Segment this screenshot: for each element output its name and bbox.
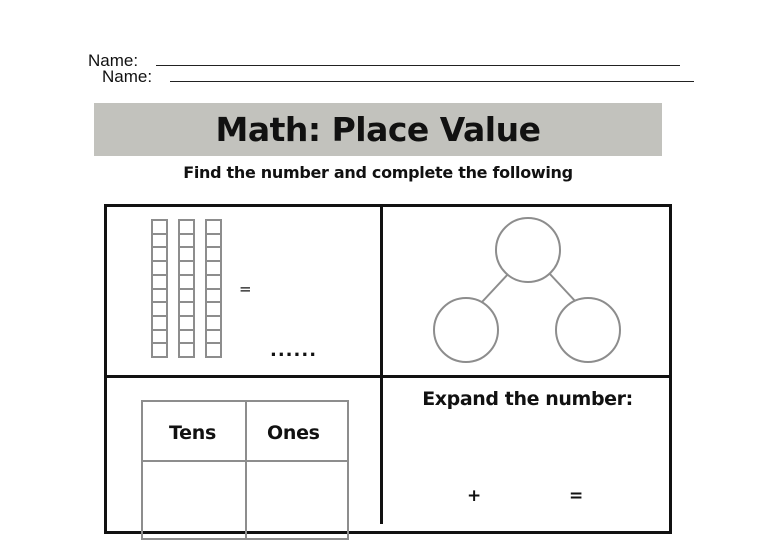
number-bond-diagram xyxy=(420,210,640,375)
worksheet-title: Math: Place Value xyxy=(215,110,541,149)
grid-horizontal-divider xyxy=(104,375,672,378)
equals-sign-expand: = xyxy=(569,486,584,506)
name-write-line[interactable] xyxy=(170,81,694,82)
unit-cube xyxy=(205,342,222,358)
name-label: Name: xyxy=(102,67,153,86)
bond-connector-right xyxy=(549,273,576,302)
name-write-line[interactable] xyxy=(156,65,680,66)
place-value-table xyxy=(141,400,349,540)
expand-number-title: Expand the number: xyxy=(422,388,633,410)
table-header-tens: Tens xyxy=(169,422,216,444)
name-label: Name: xyxy=(88,51,139,70)
unit-cube xyxy=(151,342,168,358)
table-column-divider xyxy=(245,402,247,538)
table-header-ones: Ones xyxy=(267,422,320,444)
bond-part-circle-right[interactable] xyxy=(556,298,620,362)
bond-part-circle-left[interactable] xyxy=(434,298,498,362)
table-row-divider xyxy=(143,460,347,462)
title-bar xyxy=(94,103,662,156)
tens-rod xyxy=(205,219,222,358)
answer-blank[interactable]: ...... xyxy=(270,340,318,361)
bond-whole-circle[interactable] xyxy=(496,218,560,282)
plus-sign: + xyxy=(467,486,482,506)
equals-sign: = xyxy=(239,280,252,298)
grid-vertical-divider xyxy=(380,204,383,524)
tens-rod xyxy=(178,219,195,358)
bond-connector-left xyxy=(482,273,509,302)
worksheet-instructions: Find the number and complete the following xyxy=(183,163,573,182)
unit-cube xyxy=(178,342,195,358)
name-line-2 xyxy=(102,68,152,85)
tens-rod xyxy=(151,219,168,358)
